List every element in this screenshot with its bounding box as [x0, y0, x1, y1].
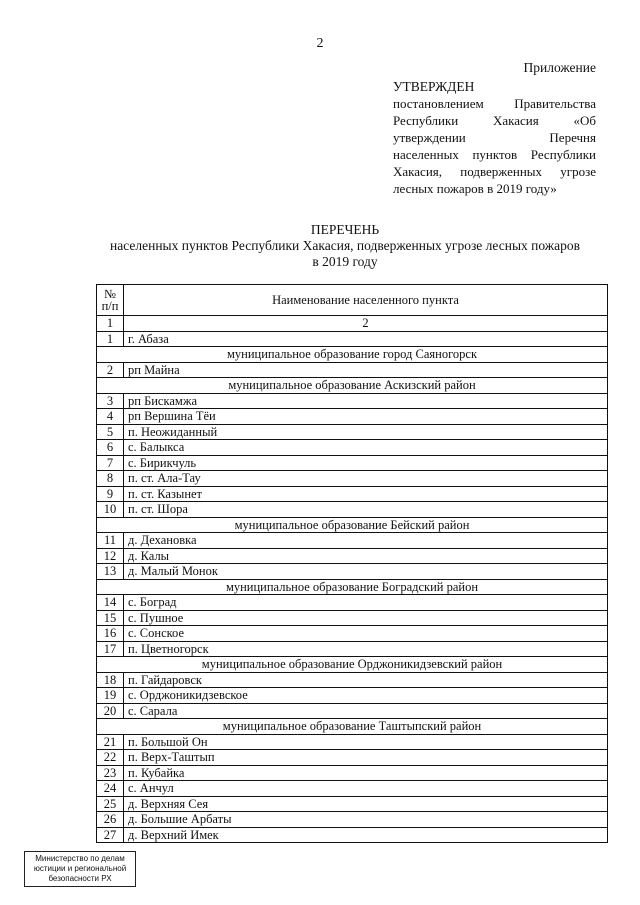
row-number: 2 — [97, 362, 124, 378]
approval-line: населенных пунктов Республики — [393, 147, 596, 162]
table-index-row — [97, 316, 608, 332]
index-number: 1 — [97, 316, 124, 332]
settlement-name: с. Сарала — [124, 703, 608, 719]
title-line: населенных пунктов Республики Хакасия, подверженных угрозе лесных пожаров — [110, 238, 580, 253]
document-title — [0, 222, 640, 270]
settlement-name: д. Дехановка — [124, 533, 608, 549]
table-row — [97, 362, 608, 378]
settlement-name: п. Неожиданный — [124, 424, 608, 440]
table-row — [97, 440, 608, 456]
settlement-name: п. Кубайка — [124, 765, 608, 781]
settlement-name: д. Калы — [124, 548, 608, 564]
row-number: 25 — [97, 796, 124, 812]
row-number: 11 — [97, 533, 124, 549]
settlement-name: п. ст. Ала-Тау — [124, 471, 608, 487]
table-row — [97, 750, 608, 766]
section-row — [97, 347, 608, 363]
row-number: 17 — [97, 641, 124, 657]
appendix-label: Приложение — [523, 60, 596, 75]
table-row — [97, 424, 608, 440]
row-number: 15 — [97, 610, 124, 626]
table-row — [97, 471, 608, 487]
settlements-table — [96, 284, 608, 843]
table-row — [97, 486, 608, 502]
section-row — [97, 579, 608, 595]
settlement-name: с. Сонское — [124, 626, 608, 642]
section-title: муниципальное образование Таштыпский район — [97, 719, 608, 735]
settlement-name: с. Анчул — [124, 781, 608, 797]
settlement-name: п. Цветногорск — [124, 641, 608, 657]
table-row — [97, 827, 608, 843]
row-number: 24 — [97, 781, 124, 797]
settlement-name: д. Верхний Имек — [124, 827, 608, 843]
table-row — [97, 812, 608, 828]
row-number: 1 — [97, 331, 124, 347]
row-number: 8 — [97, 471, 124, 487]
settlement-name: д. Большие Арбаты — [124, 812, 608, 828]
section-title: муниципальное образование Боградский район — [97, 579, 608, 595]
stamp-line: безопасности РХ — [48, 874, 112, 883]
row-number: 16 — [97, 626, 124, 642]
title-line: ПЕРЕЧЕНЬ — [310, 222, 380, 237]
section-row — [97, 719, 608, 735]
table-row — [97, 564, 608, 580]
row-number: 12 — [97, 548, 124, 564]
settlement-name: с. Балыкса — [124, 440, 608, 456]
table-row — [97, 688, 608, 704]
settlement-name: п. Гайдаровск — [124, 672, 608, 688]
page-number: 2 — [316, 36, 324, 51]
title-line: в 2019 году — [312, 254, 378, 269]
row-number: 19 — [97, 688, 124, 704]
settlement-name: п. ст. Казынет — [124, 486, 608, 502]
table-row — [97, 734, 608, 750]
row-number: 22 — [97, 750, 124, 766]
table-row — [97, 765, 608, 781]
table-row — [97, 703, 608, 719]
table-row — [97, 626, 608, 642]
settlement-name: д. Малый Монок — [124, 564, 608, 580]
approval-line: Хакасия, подверженных угрозе — [393, 164, 596, 179]
section-row — [97, 517, 608, 533]
index-name: 2 — [124, 316, 608, 332]
row-number: 26 — [97, 812, 124, 828]
row-number: 9 — [97, 486, 124, 502]
stamp-line: Министерство по делам — [35, 854, 125, 863]
row-number: 7 — [97, 455, 124, 471]
stamp-line: юстиции и региональной — [33, 864, 127, 873]
settlement-name: рп Вершина Тёи — [124, 409, 608, 425]
settlement-name: с. Орджоникидзевское — [124, 688, 608, 704]
header-number — [97, 285, 124, 316]
approval-block — [393, 78, 596, 197]
table-row — [97, 796, 608, 812]
row-number: 20 — [97, 703, 124, 719]
ministry-stamp — [24, 851, 136, 887]
row-number: 3 — [97, 393, 124, 409]
row-number: 18 — [97, 672, 124, 688]
settlement-name: п. Большой Он — [124, 734, 608, 750]
section-title: муниципальное образование Орджоникидзевский район — [97, 657, 608, 673]
settlement-name: рп Майна — [124, 362, 608, 378]
settlement-name: рп Бискамжа — [124, 393, 608, 409]
row-number: 27 — [97, 827, 124, 843]
settlement-name: п. ст. Шора — [124, 502, 608, 518]
approval-line: постановлением Правительства — [393, 96, 596, 111]
section-row — [97, 657, 608, 673]
table-row — [97, 610, 608, 626]
section-title: муниципальное образование Бейский район — [97, 517, 608, 533]
row-number: 4 — [97, 409, 124, 425]
row-number: 14 — [97, 595, 124, 611]
table-row — [97, 533, 608, 549]
table-row — [97, 331, 608, 347]
settlement-name: д. Верхняя Сея — [124, 796, 608, 812]
header-name: Наименование населенного пункта — [124, 285, 608, 316]
table-row — [97, 393, 608, 409]
approval-title: УТВЕРЖДЕН — [393, 79, 475, 94]
table-row — [97, 781, 608, 797]
settlement-name: с. Бирикчуль — [124, 455, 608, 471]
approval-line: лесных пожаров в 2019 году» — [393, 181, 557, 196]
settlement-name: п. Верх-Таштып — [124, 750, 608, 766]
table-header-row — [97, 285, 608, 316]
row-number: 10 — [97, 502, 124, 518]
row-number: 23 — [97, 765, 124, 781]
settlement-name: с. Пушное — [124, 610, 608, 626]
row-number: 5 — [97, 424, 124, 440]
table-row — [97, 455, 608, 471]
table-row — [97, 502, 608, 518]
row-number: 6 — [97, 440, 124, 456]
table-row — [97, 641, 608, 657]
table-row — [97, 595, 608, 611]
header-number-text: № п/п — [101, 287, 119, 313]
table-row — [97, 672, 608, 688]
settlement-name: г. Абаза — [124, 331, 608, 347]
section-title: муниципальное образование Аскизский район — [97, 378, 608, 394]
approval-line: Республики Хакасия «Об — [393, 113, 596, 128]
settlement-name: с. Боград — [124, 595, 608, 611]
table-row — [97, 409, 608, 425]
row-number: 13 — [97, 564, 124, 580]
row-number: 21 — [97, 734, 124, 750]
section-row — [97, 378, 608, 394]
table-row — [97, 548, 608, 564]
section-title: муниципальное образование город Саяногорск — [97, 347, 608, 363]
approval-line: утверждении Перечня — [393, 130, 596, 145]
